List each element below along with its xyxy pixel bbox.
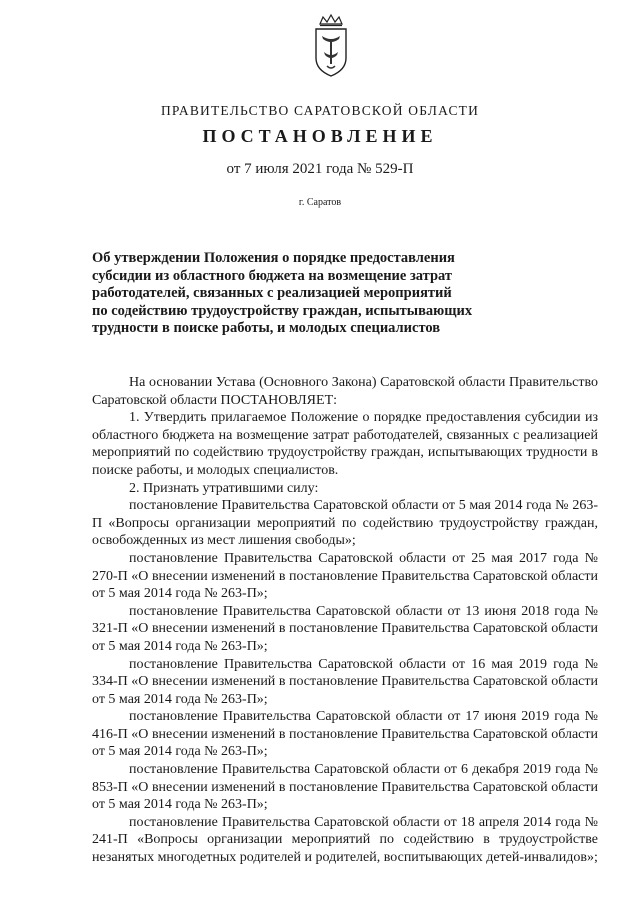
title-line: работодателей, связанных с реализацией мероприятий	[92, 285, 452, 301]
intro-paragraph: На основании Устава (Основного Закона) Саратовской области Правительство Саратовской области ПОСТАНОВЛЯЕТ:	[92, 375, 598, 408]
item-1-paragraph: 1. Утвердить прилагаемое Положение о порядке предоставления субсидии из областного бюджета на возмещение затрат работодателей, связанных с реализацией мероприятий по содействию трудоустройству граждан, испытывающих трудности в поиске работы, и молодых специалистов.	[92, 410, 598, 478]
document-body	[92, 374, 598, 867]
saratov-coat-of-arms-emblem	[310, 14, 352, 78]
repealed-act-paragraph: постановление Правительства Саратовской области от 18 апреля 2014 года № 241-П «Вопросы организации мероприятий по содействию в трудоустройстве незанятых многодетных родителей и родителей, воспитывающих детей-инвалидов»;	[92, 814, 598, 866]
title-line: субсидии из областного бюджета на возмещение затрат	[92, 267, 453, 284]
repealed-act-paragraph: постановление Правительства Саратовской области от 13 июня 2018 года № 321-П «О внесении изменений в постановление Правительства Саратовской области от 5 мая 2014 года № 263-П»;	[92, 603, 598, 654]
item-2-paragraph: 2. Признать утратившими силу:	[129, 480, 319, 496]
document-type: ПОСТАНОВЛЕНИЕ	[202, 126, 438, 146]
title-line: трудности в поиске работы, и молодых специалистов	[92, 320, 441, 336]
repealed-act-paragraph: постановление Правительства Саратовской области от 16 мая 2019 года № 334-П «О внесении изменений в постановление Правительства Саратовской области от 5 мая 2014 года № 263-П»;	[92, 656, 598, 707]
title-line: Об утверждении Положения о порядке предоставления	[92, 250, 455, 266]
repealed-act-paragraph: постановление Правительства Саратовской области от 6 декабря 2019 года № 853-П «О внесении изменений в постановление Правительства Саратовской области от 5 мая 2014 года № 263-П»;	[92, 762, 598, 813]
government-name: ПРАВИТЕЛЬСТВО САРАТОВСКОЙ ОБЛАСТИ	[160, 103, 480, 118]
repealed-act-paragraph: постановление Правительства Саратовской области от 17 июня 2019 года № 416-П «О внесении изменений в постановление Правительства Саратовской области от 5 мая 2014 года № 263-П»;	[92, 709, 598, 760]
document-title	[92, 250, 512, 338]
document-city: г. Саратов	[298, 197, 342, 208]
document-date-number: от 7 июля 2021 года № 529-П	[226, 161, 414, 177]
repealed-act-paragraph: постановление Правительства Саратовской области от 5 мая 2014 года № 263-П «Вопросы организации мероприятий по содействию трудоустройству граждан, освобожденных из мест лишения свободы»;	[92, 498, 598, 549]
repealed-act-paragraph: постановление Правительства Саратовской области от 25 мая 2017 года № 270-П «О внесении изменений в постановление Правительства Саратовской области от 5 мая 2014 года № 263-П»;	[92, 550, 598, 602]
title-line: по содействию трудоустройству граждан, испытывающих	[92, 302, 473, 319]
